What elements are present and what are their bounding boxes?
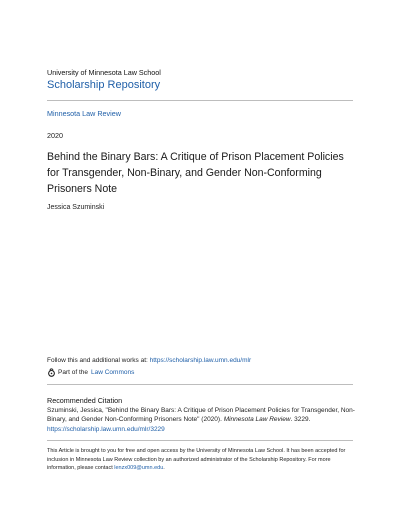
citation-journal: Minnesota Law Review [223, 416, 291, 424]
article-title: Behind the Binary Bars: A Critique of Prison Placement Policies for Transgender, Non-Binary, and Gender Non-Conforming Prisoners Note [47, 151, 344, 195]
contact-email-link[interactable]: lenzx009@umn.edu [114, 465, 164, 472]
citation-url-link[interactable]: https://scholarship.law.umn.edu/mlr/3229 [47, 425, 165, 433]
notice-text: This Article is brought to you for free and open access by the University of Minnesota Law School. It has been accepted for inclusion in Minnesota Law Review collection by an authorized administrator of the Scholarship Repository. For more information, please contact [47, 448, 346, 472]
open-access-icon [47, 368, 56, 377]
citation-body [47, 406, 357, 434]
citation-number: . 3229. [290, 416, 311, 424]
divider-bottom [47, 440, 353, 441]
follow-line [47, 357, 251, 364]
part-of-text: Part of the [58, 369, 88, 376]
institution-name: University of Minnesota Law School [47, 68, 161, 77]
part-of-line [47, 368, 134, 377]
follow-text: Follow this and additional works at: [47, 357, 150, 364]
author-name: Jessica Szuminski [47, 204, 105, 211]
journal-link[interactable]: Minnesota Law Review [47, 109, 121, 118]
divider-middle [47, 384, 353, 385]
publication-year: 2020 [47, 131, 63, 140]
notice-end: . [163, 465, 165, 472]
access-notice [47, 447, 357, 473]
law-commons-link[interactable]: Law Commons [91, 369, 135, 376]
citation-heading: Recommended Citation [47, 396, 123, 405]
follow-url-link[interactable]: https://scholarship.law.umn.edu/mlr [149, 357, 252, 364]
citation-text: Szuminski, Jessica, "Behind the Binary Bars: A Critique of Prison Placement Policies for Transgender, Non-Binary, and Gender Non-Conforming Prisoners Note" (2020). [47, 407, 355, 424]
divider-top [47, 100, 353, 101]
repository-link[interactable]: Scholarship Repository [47, 79, 161, 91]
